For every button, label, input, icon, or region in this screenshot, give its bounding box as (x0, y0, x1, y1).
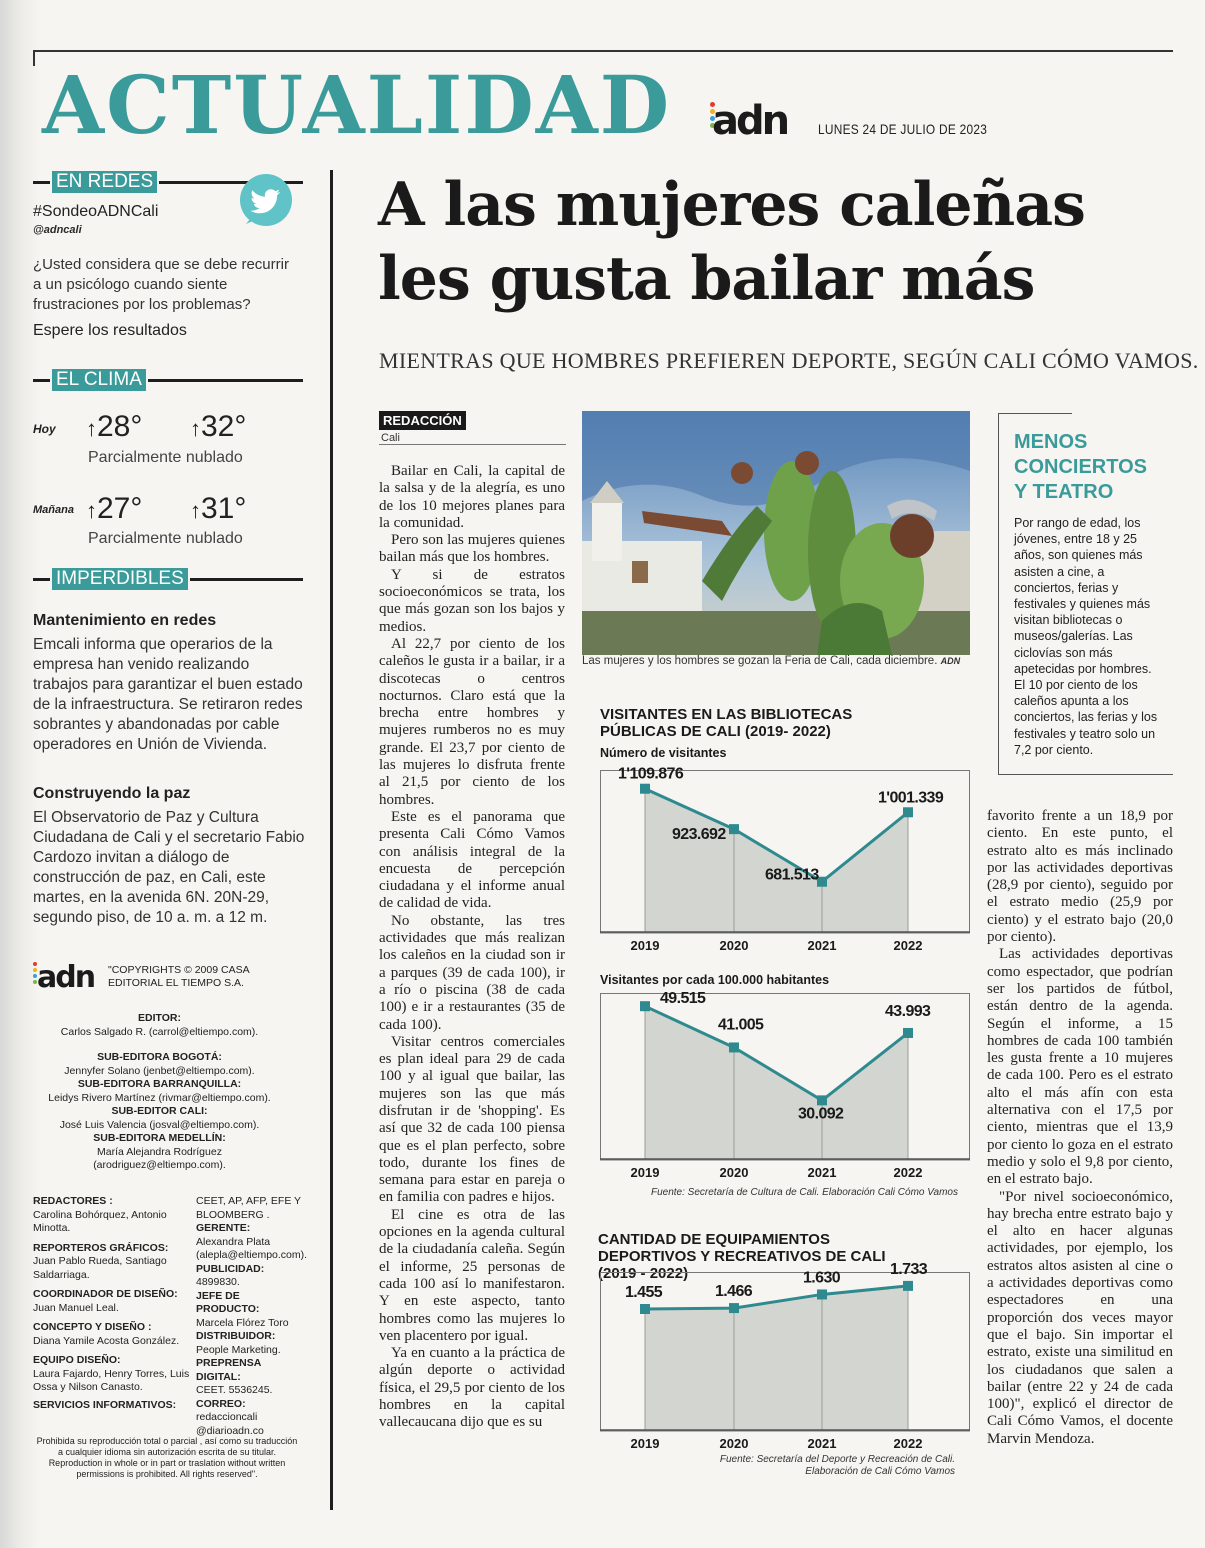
credit-item: SUB-EDITOR CALI: José Luis Valencia (josval@eltiempo.com). (59, 1105, 260, 1131)
arrow-up-icon: ↑ (190, 498, 201, 523)
chart2-source: Fuente: Secretaría de Cultura de Cali. Elaboración Cali Cómo Vamos (650, 1187, 958, 1198)
chart-area (645, 789, 908, 932)
legal-notice: Prohibida su reproducción total o parcial , así como su traducción a cualquier idioma sin autorización escrita de su titular. Reproduction in whole or in part or traslation without written permissions is prohibited. All rights reserved". (36, 1436, 298, 1479)
imperdible-text-2: El Observatorio de Paz y Cultura Ciudadana de Cali y el secretario Fabio Cardozo invitan a diálogo de construcción de paz, en Cali, este martes, en la avenida 6N. 20N-29, segundo piso, de 10 a. m. a 12 m. (33, 809, 305, 926)
clima-desc-tomorrow: Parcialmente nublado (88, 530, 243, 547)
chart-tick-label: 2022 (893, 1436, 923, 1451)
byline-rule (379, 444, 566, 445)
imperdible-text-1: Emcali informa que operarios de la empresa han venido realizando trabajos para garantizar el buen estado de la infraestructura. Se retiraron redes sobrantes y abandonadas por cable operadores en Unión de Vivienda. (33, 636, 303, 753)
chart-tick-label: 2019 (630, 1165, 660, 1180)
paragraph: Las actividades deportivas como espectador, que podrían ser los partidos de fútbol, están dentro de la agenda. Según el informe, a 15 hombres de cada 100 también les gusta frente a 10 mujeres de cada 100. Pero es el estrato alto el más afín con esta alternativa con el 17,5 por ciento, mientras que el 13,9 por ciento lo goza en el estrato medio y solo el 9,8 por ciento, en el estrato bajo. (987, 946, 1173, 1188)
credit-item: EDITOR: Carlos Salgado R. (carrol@eltiempo.com). (60, 1012, 259, 1038)
staff-item: DISTRIBUIDOR: People Marketing. (196, 1330, 281, 1356)
twitter-icon (236, 172, 296, 232)
adn-small-logo: adn (37, 960, 95, 995)
chart-data-label: 41.005 (718, 1016, 764, 1034)
chart-data-label: 49.515 (660, 990, 706, 1008)
imperdible-title-2: Construyendo la paz (33, 785, 191, 802)
top-rule-tick (33, 50, 35, 66)
chart1-plot (600, 765, 970, 955)
column-divider (330, 170, 333, 1510)
chart-data-label: 923.692 (672, 826, 726, 844)
chart-point (903, 807, 913, 817)
chart3-plot (600, 1260, 970, 1457)
redes-question: ¿Usted considera que se debe recurrir a un psicólogo cuando siente frustraciones por los problemas? (33, 256, 289, 313)
chart-data-label: 1'001.339 (878, 789, 944, 807)
sidebox-top-rule (998, 413, 1072, 414)
chart3-source: Fuente: Secretaría del Deporte y Recreación de Cali. Elaboración de Cali Cómo Vamos (719, 1454, 955, 1477)
clima-day-tomorrow: Mañana (33, 504, 74, 516)
chart-tick-label: 2022 (893, 938, 923, 953)
paragraph: El cine es otra de las opciones en la agenda cultural de la ciudadanía caleña. Según el informe, 25 personas de cada 100 así lo manifestaron. Y en este aspecto, tanto hombres como las mujeres lo ven placentero por igual. (379, 1206, 565, 1344)
redes-handle: @adncali (33, 224, 82, 236)
chart-point (729, 824, 739, 834)
staff-item: JEFE DE PRODUCTO: Marcela Flórez Toro (196, 1289, 289, 1329)
redes-hashtag: #SondeoADNCali (33, 203, 159, 220)
paragraph: Bailar en Cali, la capital de la salsa y de la alegría, es uno de los 10 mejores planes para la comunidad. (379, 463, 565, 531)
chart1-subtitle: Número de visitantes (600, 746, 727, 760)
credit-item: SUB-EDITORA BARRANQUILLA: Leidys Rivero Martínez (rivmar@eltiempo.com). (48, 1078, 271, 1104)
staff-item: PREPRENSA DIGITAL: CEET. 5536245. (196, 1357, 273, 1396)
redes-results: Espere los resultados (33, 322, 187, 339)
credit-item: SUB-EDITORA BOGOTÁ: Jennyfer Solano (jenbet@eltiempo.com). (64, 1051, 255, 1077)
imperdibles-header (33, 567, 303, 591)
arrow-up-icon: ↑ (86, 498, 97, 523)
paragraph: Pero son las mujeres quienes bailan más que los hombres. (379, 532, 565, 566)
chart-area (645, 1006, 908, 1159)
copyright-text: "COPYRIGHTS © 2009 CASA EDITORIAL EL TIEMPO S.A. (108, 964, 250, 989)
paragraph: "Por nivel socioeconómico, hay brecha entre estrato bajo y el alto en hacer algunas actividades, por ejemplo, los estratos altos asisten al cine o a actividades deportivas como espectadores en una proporción dos veces mayor que el bajo. Sin importar el estrato, existe una similitud en los ciudadanos que salen a bailar (entre 22 y 24 de cada 100)", explicó el director de Cali Cómo Vamos, el docente Marvin Mendoza. (987, 1188, 1173, 1447)
adn-logo: adn (712, 98, 788, 144)
chart-data-label: 43.993 (885, 1002, 931, 1020)
clima-high-tomorrow: ↑31° (190, 492, 247, 525)
clima-header (33, 368, 303, 392)
staff-item: SERVICIOS INFORMATIVOS: (33, 1398, 177, 1411)
chart-tick-label: 2019 (630, 1436, 660, 1451)
chart-data-label: 1.630 (803, 1269, 841, 1287)
chart-tick-label: 2019 (630, 938, 660, 953)
paragraph: No obstante, las tres actividades que más realizan los caleños en la ciudad son ir a parques (39 de cada 100), ir a río o piscina (38 de cada 100) e ir a restaurantes (35 de cada 100). (379, 912, 565, 1033)
sidebox-title: MENOS CONCIERTOS Y TEATRO (1014, 431, 1147, 503)
chart-point (640, 784, 650, 794)
article-column-3 (987, 808, 1173, 1448)
chart-tick-label: 2021 (807, 1436, 837, 1451)
redes-label: EN REDES (52, 171, 157, 193)
photo-caption: Las mujeres y los hombres se gozan la Feria de Cali, cada diciembre. ADN (582, 655, 961, 667)
staff-item: CORREO: redaccioncali @diarioadn.co (196, 1397, 264, 1437)
staff-left (33, 1195, 191, 1412)
paragraph: Y si de estratos socioeconómicos se trata, los que más gozan son los bajos y medios. (379, 566, 565, 635)
staff-item: REDACTORES : Carolina Bohórquez, Antonio Minotta. (33, 1195, 167, 1234)
staff-item: CEET, AP, AFP, EFE Y BLOOMBERG . (196, 1195, 301, 1221)
staff-item: COORDINADOR DE DISEÑO: Juan Manuel Leal. (33, 1288, 178, 1314)
article-column-1 (379, 463, 565, 1432)
chart-tick-label: 2022 (893, 1165, 923, 1180)
paragraph: favorito frente a un 18,9 por ciento. En este punto, el estrato alto es más inclinado por las actividades deportivas (28,9 por ciento), seguido por el estrato medio (25,9 por ciento) y el estrato bajo (20,0 por ciento). (987, 808, 1173, 946)
clima-day-today: Hoy (33, 422, 56, 436)
chart2-subtitle: Visitantes por cada 100.000 habitantes (600, 973, 830, 987)
chart-tick-label: 2020 (719, 1436, 749, 1451)
clima-low-tomorrow: ↑27° (86, 492, 143, 525)
chart-tick-label: 2021 (807, 938, 837, 953)
article-subhead: MIENTRAS QUE HOMBRES PREFIEREN DEPORTE, SEGÚN CALI CÓMO VAMOS. (379, 348, 1199, 373)
clima-label: EL CLIMA (52, 369, 146, 391)
edition-date: LUNES 24 DE JULIO DE 2023 (818, 121, 988, 137)
imperdible-title-1: Mantenimiento en redes (33, 612, 217, 629)
paragraph: Ya en cuanto a la práctica de algún deporte o actividad física, el 29,5 por ciento de los hombres en la capital vallecaucana dijo que es su (379, 1345, 565, 1431)
chart-point (640, 1001, 650, 1011)
chart-data-label: 1.466 (715, 1283, 753, 1301)
article-headline: A las mujeres caleñas les gusta bailar más (378, 170, 1085, 314)
section-title: ACTUALIDAD (42, 58, 672, 152)
chart-point (729, 1303, 739, 1313)
top-rule (33, 50, 1173, 52)
chart-point (903, 1281, 913, 1291)
dancers-photo (582, 411, 970, 655)
credit-item: SUB-EDITORA MEDELLÍN: María Alejandra Rodríguez (arodriguez@eltiempo.com). (93, 1132, 226, 1171)
chart1-title: VISITANTES EN LAS BIBLIOTECAS PÚBLICAS DE CALI (2019- 2022) (600, 706, 853, 740)
chart-point (817, 1095, 827, 1105)
chart3-title: CANTIDAD DE EQUIPAMIENTOS DEPORTIVOS Y RECREATIVOS DE CALI (2019 - 2022) (598, 1231, 886, 1282)
chart-point (903, 1028, 913, 1038)
chart-data-label: 681.513 (765, 866, 819, 884)
staff-right (196, 1195, 306, 1438)
arrow-up-icon: ↑ (190, 416, 201, 441)
byline-city: Cali (381, 432, 400, 444)
chart-tick-label: 2020 (719, 1165, 749, 1180)
staff-item: PUBLICIDAD: 4899830. (196, 1262, 265, 1288)
clima-low-today: ↑28° (86, 410, 143, 443)
staff-item: GERENTE: Alexandra Plata (alepla@eltiempo.com). (196, 1222, 308, 1261)
sidebox-text: Por rango de edad, los jóvenes, entre 18 y 25 años, son quienes más asisten a cine, a conciertos, ferias y festivales y quienes más visitan bibliotecas o museos/galerías. Las ciclovías son más apetecidas por hombres. El 10 por ciento de los caleños apunta a los conciertos, las ferias y los festivales y teatro solo un 7,2 por ciento. (1014, 516, 1158, 757)
clima-high-today: ↑32° (190, 410, 247, 443)
paragraph: Al 22,7 por ciento de los caleños le gusta ir a bailar, ir a discotecas o centros nocturnos. Claro está que la brecha entre hombres y mujeres rumberos no es muy grande. El 23,7 por ciento de las mujeres lo disfruta frente al 21,5 por ciento de los hombres. (379, 635, 565, 808)
chart-point (640, 1304, 650, 1314)
chart-point (817, 1289, 827, 1299)
paragraph: Este es el panorama que presenta Cali Cómo Vamos con análisis integral de la encuesta de percepción ciudadana y el informe anual de calidad de vida. (379, 808, 565, 912)
staff-item: EQUIPO DISEÑO: Laura Fajardo, Henry Torres, Luis Ossa y Nilson Canasto. (33, 1354, 190, 1393)
byline: REDACCIÓN (379, 411, 466, 430)
chart-tick-label: 2020 (719, 938, 749, 953)
chart-data-label: 1.733 (890, 1260, 928, 1278)
chart2-plot (600, 990, 970, 1181)
clima-desc-today: Parcialmente nublado (88, 449, 243, 466)
chart-point (729, 1042, 739, 1052)
staff-item: REPORTEROS GRÁFICOS: Juan Pablo Rueda, Santiago Saldarriaga. (33, 1241, 169, 1281)
imperdibles-label: IMPERDIBLES (52, 568, 188, 590)
chart-data-label: 30.092 (798, 1105, 844, 1123)
staff-item: CONCEPTO Y DISEÑO : Diana Yamile Acosta González. (33, 1321, 180, 1347)
arrow-up-icon: ↑ (86, 416, 97, 441)
chart-data-label: 1'109.876 (618, 765, 684, 783)
chart-data-label: 1.455 (625, 1284, 663, 1302)
credits-list (33, 1012, 286, 1173)
chart-tick-label: 2021 (807, 1165, 837, 1180)
paragraph: Visitar centros comerciales es plan ideal para 29 de cada 100 y al igual que bailar, las mujeres son las que más disfrutan ir de 'shopping'. Es así que 32 de cada 100 piensa que es el plan perfecto, sobre todo, durante los fines de semana para estar en pareja o en familia con padres e hijos. (379, 1033, 565, 1206)
